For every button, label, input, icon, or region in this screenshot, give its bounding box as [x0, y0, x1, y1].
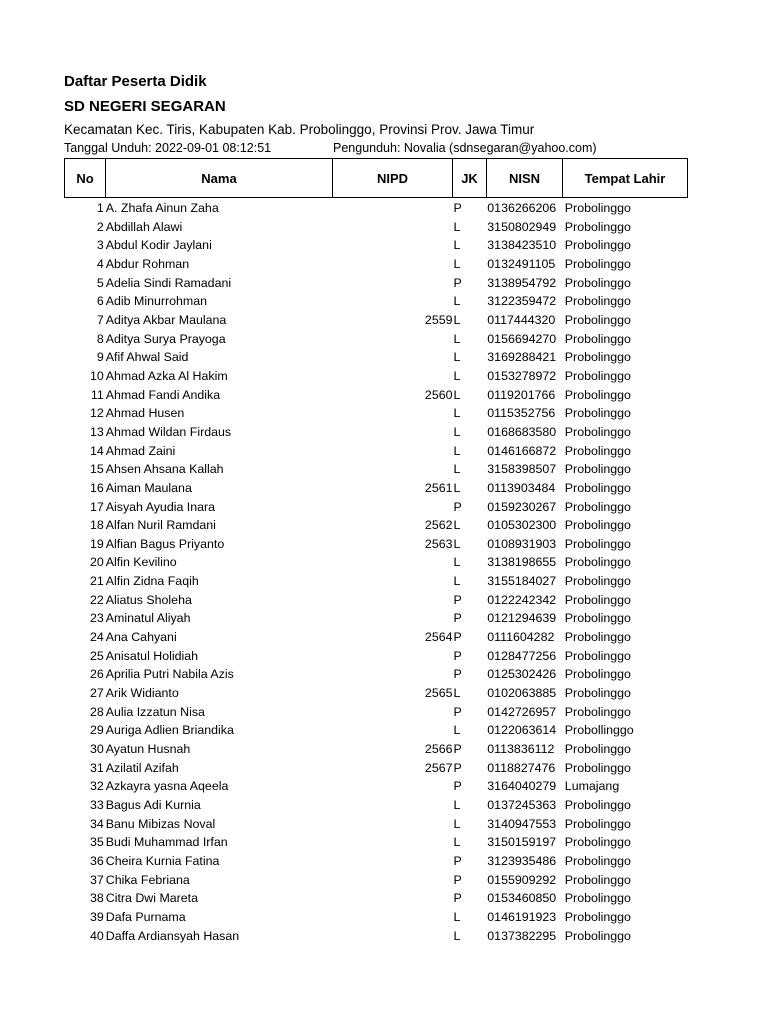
- student-nisn: 0122063614: [487, 723, 557, 738]
- table-row: [64, 386, 688, 405]
- student-nisn: 0105302300: [487, 518, 557, 533]
- table-row: [64, 871, 688, 890]
- table-row: [64, 423, 688, 442]
- student-birthplace: Probolinggo: [564, 368, 631, 383]
- student-name: Aprilia Putri Nabila Azis: [105, 667, 234, 682]
- row-number: 9: [96, 350, 104, 365]
- row-number: 34: [89, 816, 104, 831]
- table-row: [64, 852, 688, 871]
- student-nisn: 3138423510: [487, 238, 557, 253]
- student-gender: P: [453, 499, 462, 514]
- student-nisn: 0113836112: [487, 742, 555, 757]
- student-birthplace: Probolinggo: [564, 798, 631, 812]
- student-nisn: 3140947553: [487, 816, 557, 831]
- student-birthplace: Probolinggo: [564, 201, 631, 215]
- row-number: 30: [89, 742, 104, 757]
- table-row: [64, 591, 688, 610]
- row-number: 8: [96, 331, 104, 346]
- student-nisn: 0115352756: [487, 406, 556, 421]
- student-birthplace: Probolinggo: [564, 555, 631, 570]
- student-name: Azkayra yasna Aqeela: [105, 779, 229, 794]
- student-birthplace: Probolinggo: [564, 909, 631, 924]
- table-row: [64, 274, 688, 293]
- school-name: SD NEGERI SEGARAN: [64, 98, 226, 115]
- column-header-nipd: NIPD: [333, 159, 453, 197]
- student-gender: P: [453, 201, 462, 215]
- student-nisn: 0102063885: [487, 686, 557, 701]
- student-birthplace: Probolinggo: [564, 611, 631, 626]
- student-name: Daffa Ardiansyah Hasan: [105, 928, 240, 943]
- table-row: [64, 535, 688, 554]
- student-nipd: [334, 218, 452, 237]
- student-birthplace: Probolinggo: [564, 518, 631, 533]
- student-gender: P: [453, 742, 462, 757]
- student-birthplace: Probolinggo: [564, 667, 631, 682]
- student-birthplace: Probolinggo: [564, 443, 631, 458]
- table-header: [64, 158, 688, 198]
- student-birthplace: Probolinggo: [564, 853, 631, 868]
- table-row: [64, 815, 688, 834]
- student-name: Ahsen Ahsana Kallah: [105, 462, 224, 477]
- student-birthplace: Probolinggo: [564, 760, 631, 775]
- student-nipd: [334, 330, 452, 349]
- row-number: 2: [96, 219, 104, 234]
- student-name: Budi Muhammad Irfan: [105, 835, 228, 850]
- student-name: Citra Dwi Mareta: [105, 891, 199, 906]
- student-birthplace: Probolinggo: [564, 835, 631, 850]
- student-nipd: [334, 367, 452, 386]
- student-birthplace: Probolinggo: [564, 331, 631, 346]
- student-nipd: 2563: [424, 536, 453, 551]
- row-number: 4: [96, 256, 104, 271]
- student-name: Ahmad Azka Al Hakim: [105, 368, 228, 383]
- student-name: Aminatul Aliyah: [105, 611, 191, 626]
- student-nipd: 2560: [424, 387, 453, 402]
- student-nisn: 0153278972: [487, 368, 557, 383]
- student-gender: L: [453, 555, 461, 570]
- student-name: Alfan Nuril Ramdani: [105, 518, 216, 533]
- student-name: Ayatun Husnah: [105, 742, 191, 757]
- row-number: 39: [89, 909, 104, 924]
- student-name: Aiman Maulana: [105, 480, 192, 495]
- column-header-nisn: NISN: [487, 159, 563, 197]
- row-number: 36: [89, 853, 104, 868]
- row-number: 31: [89, 760, 104, 775]
- row-number: 10: [89, 368, 104, 383]
- student-name: Abdul Kodir Jaylani: [105, 238, 212, 253]
- student-nisn: 3150802949: [487, 219, 557, 234]
- student-nipd: [334, 609, 452, 628]
- row-number: 18: [89, 518, 104, 533]
- student-nipd: [334, 199, 452, 218]
- student-gender: L: [453, 443, 461, 458]
- student-nisn: 0117444320: [487, 312, 556, 327]
- student-nipd: [334, 871, 452, 890]
- table-row: [64, 255, 688, 274]
- student-nipd: 2564: [424, 630, 453, 645]
- student-birthplace: Probolinggo: [564, 424, 631, 439]
- student-nisn: 0122242342: [487, 592, 557, 607]
- student-name: Ahmad Wildan Firdaus: [105, 424, 232, 439]
- student-name: Afif Ahwal Said: [105, 350, 189, 365]
- table-row: [64, 460, 688, 479]
- table-row: [64, 684, 688, 703]
- student-nipd: 2561: [424, 480, 453, 495]
- student-gender: L: [453, 816, 461, 831]
- student-nipd: [334, 255, 452, 274]
- row-number: 3: [96, 238, 104, 253]
- student-name: Alfin Kevilino: [105, 555, 177, 570]
- student-birthplace: Probolinggo: [564, 387, 631, 402]
- student-nipd: [334, 274, 452, 293]
- student-nipd: [334, 889, 452, 908]
- student-nipd: 2567: [424, 760, 453, 775]
- student-birthplace: Probolinggo: [564, 350, 631, 365]
- table-row: [64, 665, 688, 684]
- student-birthplace: Probolinggo: [564, 480, 631, 495]
- table-row: [64, 740, 688, 759]
- student-gender: P: [453, 592, 462, 607]
- row-number: 12: [89, 406, 104, 421]
- student-nipd: [334, 796, 452, 815]
- table-row: [64, 889, 688, 908]
- table-row: [64, 572, 688, 591]
- student-gender: P: [453, 872, 462, 887]
- student-nisn: 0136266206: [487, 201, 557, 215]
- student-nipd: [334, 908, 452, 927]
- student-name: Ahmad Husen: [105, 406, 185, 421]
- student-birthplace: Lumajang: [564, 779, 620, 794]
- row-number: 23: [89, 611, 104, 626]
- student-nipd: [334, 498, 452, 517]
- student-nisn: 3138954792: [487, 275, 557, 290]
- student-birthplace: Probolinggo: [564, 238, 631, 253]
- table-row: [64, 292, 688, 311]
- table-row: [64, 703, 688, 722]
- student-gender: L: [453, 686, 461, 701]
- student-nipd: [334, 703, 452, 722]
- table-row: [64, 833, 688, 852]
- student-gender: P: [453, 611, 462, 626]
- student-nisn: 0156694270: [487, 331, 557, 346]
- row-number: 29: [89, 723, 104, 738]
- student-gender: L: [453, 798, 461, 812]
- student-nipd: [334, 460, 452, 479]
- student-nipd: [334, 721, 452, 740]
- student-birthplace: Probolinggo: [564, 630, 631, 645]
- row-number: 37: [89, 872, 104, 887]
- student-nisn: 0168683580: [487, 424, 557, 439]
- table-row: [64, 609, 688, 628]
- student-nisn: 3150159197: [487, 835, 557, 850]
- row-number: 28: [89, 704, 104, 719]
- row-number: 22: [89, 592, 104, 607]
- row-number: 25: [89, 648, 104, 663]
- student-nipd: [334, 591, 452, 610]
- student-gender: L: [453, 256, 461, 271]
- row-number: 26: [89, 667, 104, 682]
- student-gender: L: [453, 835, 461, 850]
- student-nipd: 2562: [424, 518, 453, 533]
- student-name: Aulia Izzatun Nisa: [105, 704, 205, 719]
- download-date: Tanggal Unduh: 2022-09-01 08:12:51: [64, 141, 272, 155]
- student-nisn: 0153460850: [487, 891, 557, 906]
- table-row: [64, 759, 688, 778]
- student-nipd: [334, 665, 452, 684]
- student-birthplace: Probolinggo: [564, 891, 631, 906]
- student-name: Aditya Akbar Maulana: [105, 312, 227, 327]
- student-nisn: 0146191923: [487, 909, 557, 924]
- table-row: [64, 479, 688, 498]
- row-number: 24: [89, 630, 104, 645]
- row-number: 7: [96, 312, 104, 327]
- student-birthplace: Probolinggo: [564, 816, 631, 831]
- student-name: Cheira Kurnia Fatina: [105, 853, 220, 868]
- row-number: 40: [89, 928, 104, 943]
- student-nisn: 0137245363: [487, 798, 557, 812]
- student-name: Alfian Bagus Priyanto: [105, 536, 225, 551]
- table-row: [64, 311, 688, 330]
- student-nipd: 2566: [424, 742, 453, 757]
- student-birthplace: Probolinggo: [564, 872, 631, 887]
- student-nipd: 2565: [424, 686, 453, 701]
- student-nisn: 0146166872: [487, 443, 557, 458]
- table-row: [64, 721, 688, 740]
- student-nisn: 0142726957: [487, 704, 557, 719]
- table-row: [64, 628, 688, 647]
- student-nipd: [334, 833, 452, 852]
- student-birthplace: Probolinggo: [564, 704, 631, 719]
- student-name: Ahmad Fandi Andika: [105, 387, 221, 402]
- row-number: 6: [96, 294, 104, 309]
- student-birthplace: Probolinggo: [564, 592, 631, 607]
- student-nisn: 3138198655: [487, 555, 557, 570]
- student-name: Alfin Zidna Faqih: [105, 574, 199, 589]
- student-nipd: 2559: [424, 312, 453, 327]
- table-row: [64, 330, 688, 349]
- table-row: [64, 516, 688, 535]
- student-nipd: [334, 777, 452, 796]
- table-row: [64, 348, 688, 367]
- student-gender: L: [453, 368, 461, 383]
- student-birthplace: Probolinggo: [564, 499, 631, 514]
- student-name: Azilatil Azifah: [105, 760, 179, 775]
- student-nisn: 3123935486: [487, 853, 557, 868]
- student-nipd: [334, 647, 452, 666]
- student-gender: L: [453, 387, 461, 402]
- row-number: 5: [96, 275, 104, 290]
- student-name: Chika Febriana: [105, 872, 190, 887]
- table-row: [64, 498, 688, 517]
- student-gender: L: [453, 909, 461, 924]
- student-gender: L: [453, 350, 461, 365]
- student-name: Abdillah Alawi: [105, 219, 183, 234]
- student-name: Aliatus Sholeha: [105, 592, 192, 607]
- row-number: 33: [89, 798, 104, 812]
- student-nisn: 0128477256: [487, 648, 557, 663]
- row-number: 14: [89, 443, 104, 458]
- student-nipd: [334, 572, 452, 591]
- student-gender: L: [453, 723, 461, 738]
- student-nisn: 0119201766: [487, 387, 556, 402]
- row-number: 35: [89, 835, 104, 850]
- student-nipd: [334, 236, 452, 255]
- student-gender: L: [453, 574, 461, 589]
- column-header-tempat-lahir: Tempat Lahir: [584, 170, 666, 186]
- student-table-body: [64, 199, 688, 945]
- student-birthplace: Probolinggo: [564, 928, 631, 943]
- table-row: [64, 367, 688, 386]
- student-gender: L: [453, 536, 461, 551]
- student-nisn: 0155909292: [487, 872, 557, 887]
- student-nipd: [334, 852, 452, 871]
- student-birthplace: Probolinggo: [564, 406, 631, 421]
- table-row: [64, 404, 688, 423]
- student-gender: L: [453, 406, 461, 421]
- location-line: Kecamatan Kec. Tiris, Kabupaten Kab. Probolinggo, Provinsi Prov. Jawa Timur: [64, 122, 535, 137]
- column-header-jk: JK: [453, 159, 487, 197]
- student-nisn: 0137382295: [487, 928, 557, 943]
- student-gender: P: [453, 760, 462, 775]
- student-birthplace: Probolinggo: [564, 294, 631, 309]
- row-number: 27: [89, 686, 104, 701]
- student-name: Auriga Adlien Briandika: [105, 723, 234, 738]
- student-gender: L: [453, 518, 461, 533]
- student-birthplace: Probolinggo: [564, 275, 631, 290]
- student-gender: P: [453, 648, 462, 663]
- student-nisn: 0125302426: [487, 667, 557, 682]
- table-row: [64, 777, 688, 796]
- row-number: 15: [89, 462, 104, 477]
- student-name: Arik Widianto: [105, 686, 179, 701]
- student-gender: P: [453, 667, 462, 682]
- student-nipd: [334, 442, 452, 461]
- student-nisn: 3155184027: [487, 574, 557, 589]
- table-row: [64, 553, 688, 572]
- row-number: 32: [89, 779, 104, 794]
- student-name: Bagus Adi Kurnia: [105, 798, 201, 812]
- student-birthplace: Probolinggo: [564, 648, 631, 663]
- student-gender: P: [453, 630, 462, 645]
- table-row: [64, 199, 688, 218]
- student-gender: L: [453, 424, 461, 439]
- column-header-no: No: [65, 159, 106, 197]
- student-nisn: 3158398507: [487, 462, 557, 477]
- student-birthplace: Probollinggo: [564, 723, 634, 738]
- student-gender: L: [453, 331, 461, 346]
- student-birthplace: Probolinggo: [564, 686, 631, 701]
- student-nisn: 0121294639: [487, 611, 557, 626]
- student-gender: P: [453, 779, 462, 794]
- table-row: [64, 647, 688, 666]
- student-nipd: [334, 815, 452, 834]
- student-name: Adelia Sindi Ramadani: [105, 275, 232, 290]
- student-name: Aisyah Ayudia Inara: [105, 499, 216, 514]
- student-name: Aditya Surya Prayoga: [105, 331, 226, 346]
- student-birthplace: Probolinggo: [564, 462, 631, 477]
- table-row: [64, 442, 688, 461]
- student-name: Banu Mibizas Noval: [105, 816, 216, 831]
- row-number: 13: [89, 424, 104, 439]
- student-nisn: 0113903484: [487, 480, 556, 495]
- student-nisn: 0159230267: [487, 499, 557, 514]
- student-gender: L: [453, 928, 461, 943]
- student-birthplace: Probolinggo: [564, 219, 631, 234]
- student-gender: L: [453, 294, 461, 309]
- student-name: Adib Minurrohman: [105, 294, 207, 309]
- student-name: Ana Cahyani: [105, 630, 177, 645]
- student-nisn: 0132491105: [487, 256, 556, 271]
- student-nisn: 0111604282: [487, 630, 555, 645]
- student-nipd: [334, 292, 452, 311]
- student-gender: P: [453, 704, 462, 719]
- student-nisn: 3164040279: [487, 779, 557, 794]
- student-name: Anisatul Holidiah: [105, 648, 199, 663]
- row-number: 21: [89, 574, 104, 589]
- student-gender: L: [453, 238, 461, 253]
- student-nipd: [334, 553, 452, 572]
- student-gender: L: [453, 480, 461, 495]
- student-birthplace: Probolinggo: [564, 742, 631, 757]
- downloader-info: Pengunduh: Novalia (sdnsegaran@yahoo.com): [333, 141, 597, 155]
- student-name: Abdur Rohman: [105, 256, 190, 271]
- student-birthplace: Probolinggo: [564, 312, 631, 327]
- student-birthplace: Probolinggo: [564, 256, 631, 271]
- student-nipd: [334, 423, 452, 442]
- row-number: 19: [89, 536, 104, 551]
- table-row: [64, 236, 688, 255]
- student-gender: P: [453, 275, 462, 290]
- student-birthplace: Probolinggo: [564, 536, 631, 551]
- student-gender: L: [453, 312, 461, 327]
- student-nisn: 0118827476: [487, 760, 556, 775]
- table-row: [64, 796, 688, 815]
- student-gender: L: [453, 462, 461, 477]
- student-nipd: [334, 927, 452, 946]
- student-name: Ahmad Zaini: [105, 443, 176, 458]
- row-number: 16: [89, 480, 104, 495]
- student-birthplace: Probolinggo: [564, 574, 631, 589]
- student-nipd: [334, 404, 452, 423]
- student-gender: L: [453, 219, 461, 234]
- student-nisn: 0108931903: [487, 536, 557, 551]
- row-number: 20: [89, 555, 104, 570]
- student-gender: P: [453, 891, 462, 906]
- document-title: Daftar Peserta Didik: [64, 73, 207, 90]
- row-number: 17: [89, 499, 104, 514]
- column-header-nama: Nama: [106, 159, 333, 197]
- table-row: [64, 218, 688, 237]
- row-number: 11: [90, 387, 104, 402]
- student-name: Dafa Purnama: [105, 909, 186, 924]
- table-row: [64, 908, 688, 927]
- student-gender: P: [453, 853, 462, 868]
- student-name: A. Zhafa Ainun Zaha: [105, 201, 219, 215]
- row-number: 1: [96, 201, 104, 215]
- student-nisn: 3169288421: [487, 350, 557, 365]
- student-nipd: [334, 348, 452, 367]
- table-row: [64, 927, 688, 946]
- student-nisn: 3122359472: [487, 294, 557, 309]
- row-number: 38: [89, 891, 104, 906]
